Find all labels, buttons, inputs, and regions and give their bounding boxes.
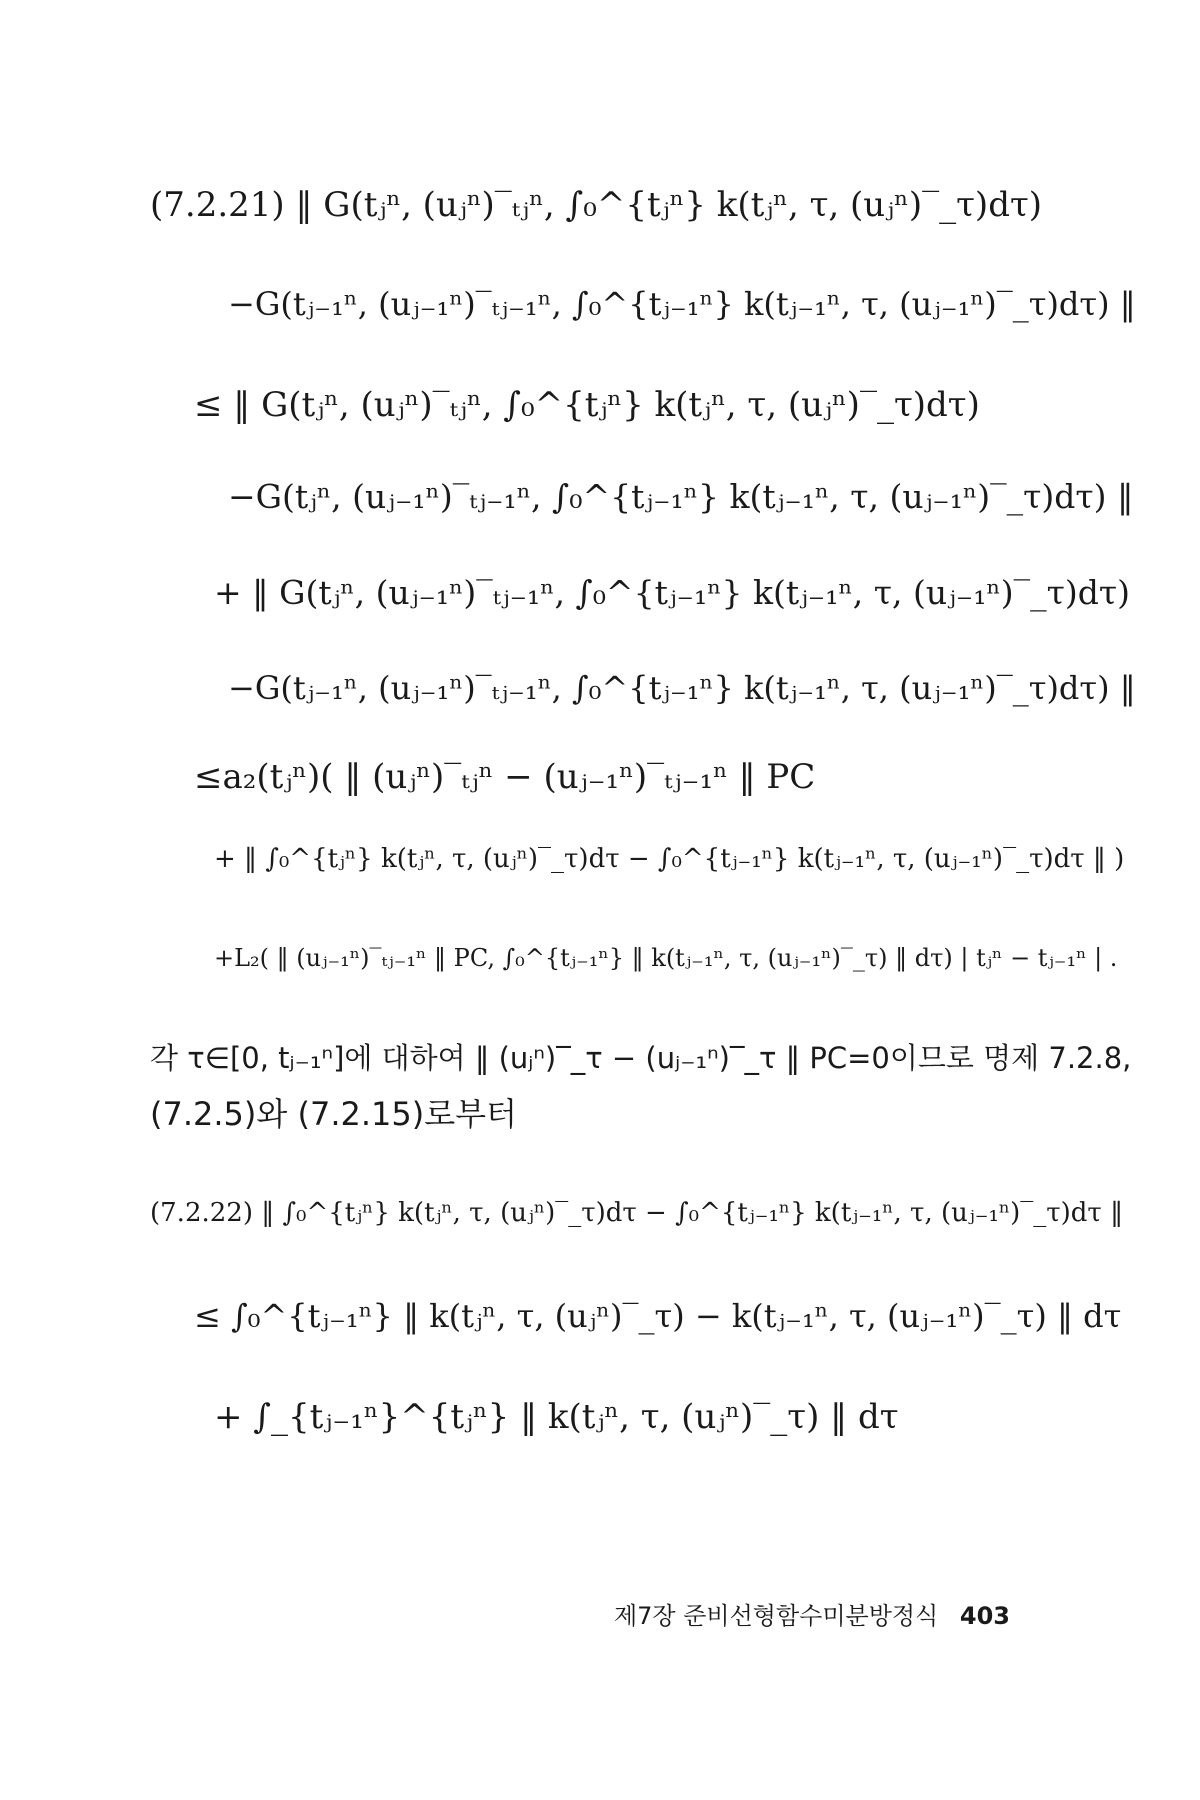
equation-7-2-21-line-6: −G(tⱼ₋₁ⁿ, (uⱼ₋₁ⁿ)‾ₜⱼ₋₁ⁿ, ∫₀^{tⱼ₋₁ⁿ} k(tⱼ₋₁ⁿ, τ, (uⱼ₋₁ⁿ)‾_τ)dτ) ‖	[228, 669, 1136, 707]
paragraph-line-2: (7.2.5)와 (7.2.15)로부터	[150, 1095, 517, 1133]
equation-7-2-22-line-3: + ∫_{tⱼ₋₁ⁿ}^{tⱼⁿ} ‖ k(tⱼⁿ, τ, (uⱼⁿ)‾_τ) ‖ dτ	[214, 1397, 899, 1437]
equation-7-2-22-line-1: (7.2.22) ‖ ∫₀^{tⱼⁿ} k(tⱼⁿ, τ, (uⱼⁿ)‾_τ)dτ − ∫₀^{tⱼ₋₁ⁿ} k(tⱼ₋₁ⁿ, τ, (uⱼ₋₁ⁿ)‾_τ)dτ ‖	[150, 1198, 1124, 1228]
equation-7-2-21-line-1: (7.2.21) ‖ G(tⱼⁿ, (uⱼⁿ)‾ₜⱼⁿ, ∫₀^{tⱼⁿ} k(tⱼⁿ, τ, (uⱼⁿ)‾_τ)dτ)	[150, 185, 1043, 225]
equation-7-2-21-line-8: + ‖ ∫₀^{tⱼⁿ} k(tⱼⁿ, τ, (uⱼⁿ)‾_τ)dτ − ∫₀^{tⱼ₋₁ⁿ} k(tⱼ₋₁ⁿ, τ, (uⱼ₋₁ⁿ)‾_τ)dτ ‖ )	[214, 844, 1125, 874]
chapter-title: 제7장 준비선형함수미분방정식	[613, 1602, 939, 1630]
page-number: 403	[959, 1602, 1010, 1630]
equation-7-2-21-line-9: +L₂( ‖ (uⱼ₋₁ⁿ)‾ₜⱼ₋₁ⁿ ‖ PC, ∫₀^{tⱼ₋₁ⁿ} ‖ k(tⱼ₋₁ⁿ, τ, (uⱼ₋₁ⁿ)‾_τ) ‖ dτ) | tⱼⁿ − tⱼ₋₁ⁿ | .	[214, 944, 1118, 972]
equation-7-2-22-line-2: ≤ ∫₀^{tⱼ₋₁ⁿ} ‖ k(tⱼⁿ, τ, (uⱼⁿ)‾_τ) − k(tⱼ₋₁ⁿ, τ, (uⱼ₋₁ⁿ)‾_τ) ‖ dτ	[194, 1297, 1122, 1335]
equation-7-2-21-line-5: + ‖ G(tⱼⁿ, (uⱼ₋₁ⁿ)‾ₜⱼ₋₁ⁿ, ∫₀^{tⱼ₋₁ⁿ} k(tⱼ₋₁ⁿ, τ, (uⱼ₋₁ⁿ)‾_τ)dτ)	[214, 573, 1130, 612]
page-footer	[614, 1596, 1010, 1631]
equation-7-2-21-line-4: −G(tⱼⁿ, (uⱼ₋₁ⁿ)‾ₜⱼ₋₁ⁿ, ∫₀^{tⱼ₋₁ⁿ} k(tⱼ₋₁ⁿ, τ, (uⱼ₋₁ⁿ)‾_τ)dτ) ‖	[228, 477, 1134, 516]
paragraph-line-1: 각 τ∈[0, tⱼ₋₁ⁿ]에 대하여 ‖ (uⱼⁿ)‾_τ − (uⱼ₋₁ⁿ)‾_τ ‖ PC=0이므로 명제 7.2.8,	[150, 1041, 1132, 1075]
equation-7-2-21-line-2: −G(tⱼ₋₁ⁿ, (uⱼ₋₁ⁿ)‾ₜⱼ₋₁ⁿ, ∫₀^{tⱼ₋₁ⁿ} k(tⱼ₋₁ⁿ, τ, (uⱼ₋₁ⁿ)‾_τ)dτ) ‖	[228, 285, 1136, 323]
equation-7-2-21-line-3: ≤ ‖ G(tⱼⁿ, (uⱼⁿ)‾ₜⱼⁿ, ∫₀^{tⱼⁿ} k(tⱼⁿ, τ, (uⱼⁿ)‾_τ)dτ)	[194, 385, 980, 425]
equation-7-2-21-line-7: ≤a₂(tⱼⁿ)( ‖ (uⱼⁿ)‾ₜⱼⁿ − (uⱼ₋₁ⁿ)‾ₜⱼ₋₁ⁿ ‖ PC	[194, 757, 816, 797]
